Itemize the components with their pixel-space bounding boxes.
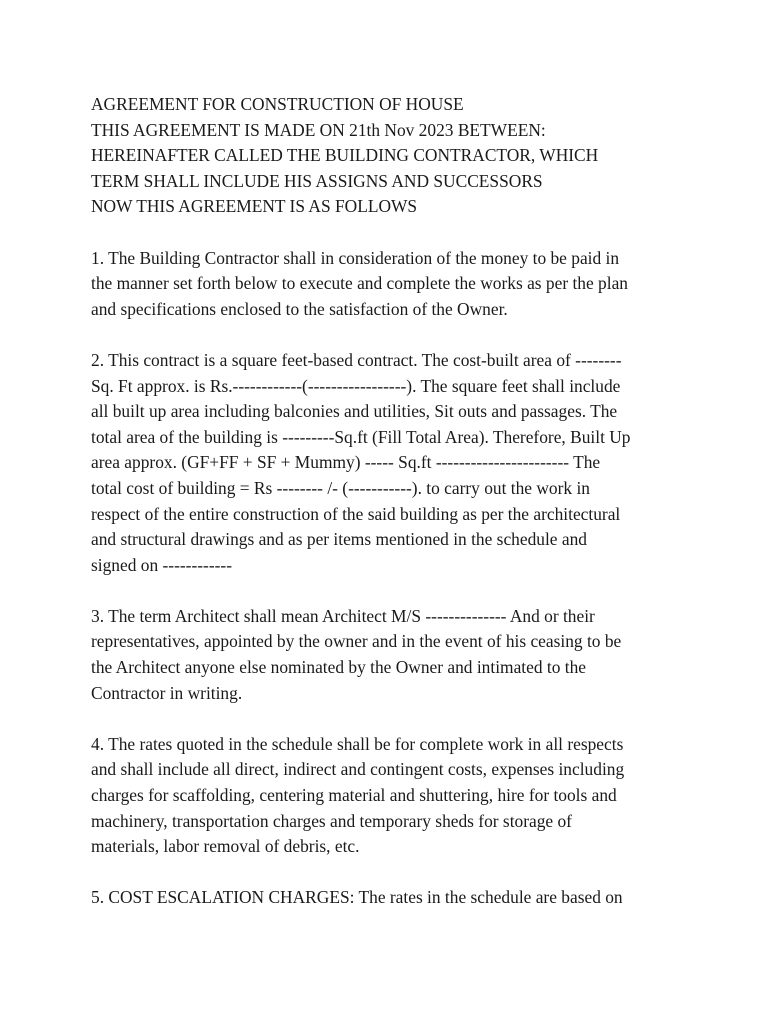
clause-1-paragraph: 1. The Building Contractor shall in consideration of the money to be paid in the manner set forth below to execute and complete the works as per the plan and specifications enclosed to the satisfaction of the Owner. (91, 247, 628, 319)
clause-4-paragraph: 4. The rates quoted in the schedule shall be for complete work in all respects and shall include all direct, indirect and contingent costs, expenses including charges for scaffolding, centering material and shuttering, hire for tools and machinery, transportation charges and temporary sheds for storage of materials, labor removal of debris, etc. (91, 733, 625, 857)
agreement-text (91, 92, 691, 911)
follows-line: NOW THIS AGREEMENT IS AS FOLLOWS (91, 196, 418, 217)
agreement-header (91, 92, 691, 220)
contractor-definition-line: HEREINAFTER CALLED THE BUILDING CONTRACTOR, WHICH (91, 145, 599, 166)
clause-5-paragraph: 5. COST ESCALATION CHARGES: The rates in the schedule are based on (91, 887, 623, 908)
assigns-successors-line: TERM SHALL INCLUDE HIS ASSIGNS AND SUCCESSORS (91, 170, 543, 191)
agreement-date-line: THIS AGREEMENT IS MADE ON 21th Nov 2023 BETWEEN: (91, 119, 546, 140)
clause-3-paragraph: 3. The term Architect shall mean Architect M/S -------------- And or their representatives, appointed by the owner and in the event of his ceasing to be the Architect anyone else nominated by the Owner and intimated to the Contractor in writing. (91, 605, 622, 703)
clause-2-paragraph: 2. This contract is a square feet-based contract. The cost-built area of -------- Sq. Ft approx. is Rs.------------(-----------------). The square feet shall include all built up area including balconies and utilities, Sit outs and passages. The total area of the building is ---------Sq.ft (Fill Total Area). Therefore, Built Up area approx. (GF+FF + SF + Mummy) ----- Sq.ft ----------------------- The total cost of building = Rs -------- /- (-----------). to carry out the work in respect of the entire construction of the said building as per the architectural and structural drawings and as per items mentioned in the schedule and signed on ------------ (91, 349, 631, 575)
agreement-title: AGREEMENT FOR CONSTRUCTION OF HOUSE (91, 94, 464, 114)
